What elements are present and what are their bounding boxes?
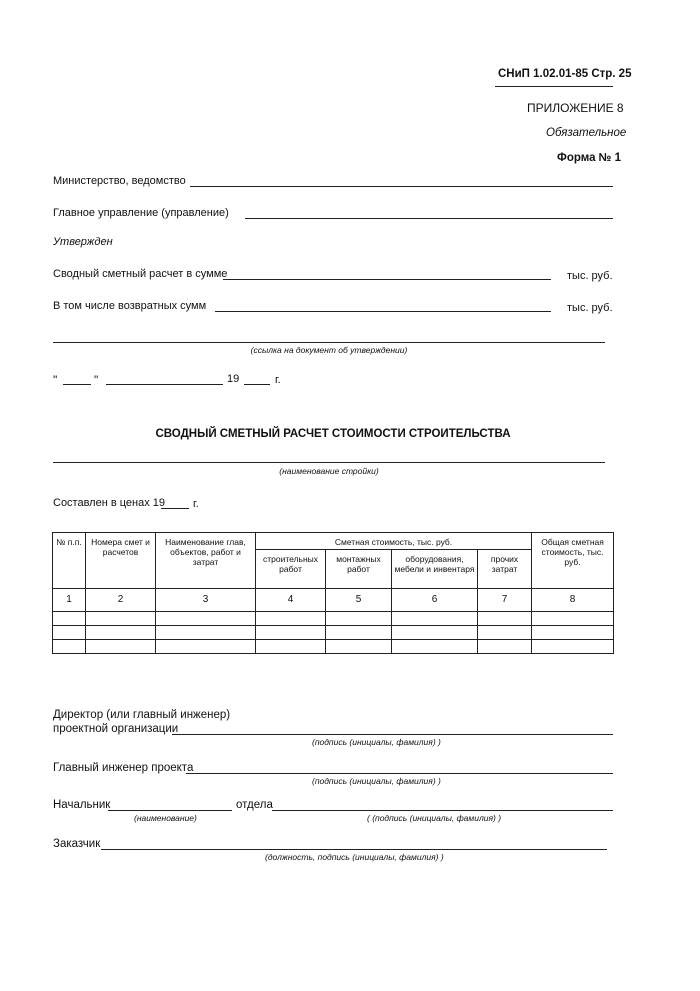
table-cell[interactable] <box>392 640 478 654</box>
table-cell[interactable] <box>86 612 156 626</box>
header-underline <box>495 86 613 87</box>
director-sign-caption: (подпись (инициалы, фамилия) ) <box>312 737 441 747</box>
table-cell[interactable] <box>532 612 614 626</box>
construction-name-field[interactable] <box>53 462 605 463</box>
table-cell[interactable] <box>478 640 532 654</box>
appendix-label: ПРИЛОЖЕНИЕ 8 <box>527 101 624 115</box>
director-label-line2: проектной организации <box>53 723 179 735</box>
chief-engineer-sign-caption: (подпись (инициалы, фамилия) ) <box>312 776 441 786</box>
head-sign-caption: ( (подпись (инициалы, фамилия) ) <box>367 813 502 823</box>
prices-year-field[interactable] <box>161 508 189 509</box>
mandatory-label: Обязательное <box>546 127 627 139</box>
table-cell[interactable] <box>478 612 532 626</box>
table-cell[interactable] <box>53 612 86 626</box>
main-dept-label: Главное управление (управление) <box>53 207 229 219</box>
table-cell[interactable] <box>53 640 86 654</box>
main-dept-field[interactable] <box>245 218 613 219</box>
col-number: 7 <box>478 589 532 612</box>
table-cell[interactable] <box>392 612 478 626</box>
date-day-field[interactable] <box>63 384 91 385</box>
header-col-names: Наименование глав, объектов, работ и затрат <box>156 533 256 589</box>
table-cell[interactable] <box>392 626 478 640</box>
prices-suffix: г. <box>193 498 199 510</box>
page-title: СВОДНЫЙ СМЕТНЫЙ РАСЧЕТ СТОИМОСТИ СТРОИТЕЛЬСТВА <box>155 428 511 440</box>
customer-sign-field[interactable] <box>101 849 607 850</box>
head-sign-field[interactable] <box>272 810 613 811</box>
estimate-table <box>52 532 614 654</box>
table-cell[interactable] <box>532 626 614 640</box>
table-cell[interactable] <box>532 640 614 654</box>
ministry-field[interactable] <box>190 186 613 187</box>
date-quote-open: " <box>53 373 58 387</box>
prices-label: Составлен в ценах 19 <box>53 497 166 509</box>
form-number: Форма № 1 <box>557 152 622 164</box>
date-quote-close: " <box>94 373 99 387</box>
construction-caption: (наименование стройки) <box>279 466 379 476</box>
table-cell[interactable] <box>326 612 392 626</box>
summary-sum-field[interactable] <box>223 279 551 280</box>
returnable-label: В том числе возвратных сумм <box>53 300 207 312</box>
approved-label: Утвержден <box>53 236 113 248</box>
customer-label: Заказчик <box>53 838 101 850</box>
ministry-label: Министерство, ведомство <box>53 175 186 187</box>
table-cell[interactable] <box>86 626 156 640</box>
date-year-field[interactable] <box>244 384 270 385</box>
director-label-line1: Директор (или главный инженер) <box>53 709 231 721</box>
summary-sum-label: Сводный сметный расчет в сумме <box>53 268 228 280</box>
header-col-estimates: Номера смет и расчетов <box>86 533 156 589</box>
date-suffix: г. <box>275 374 281 386</box>
header-col-total: Общая сметная стоимость, тыс. руб. <box>532 533 614 589</box>
header-col-construction: строительных работ <box>256 550 326 589</box>
col-number: 6 <box>392 589 478 612</box>
customer-sign-caption: (должность, подпись (инициалы, фамилия) ) <box>265 852 444 862</box>
department-name-field[interactable] <box>108 810 232 811</box>
col-number: 2 <box>86 589 156 612</box>
col-number: 3 <box>156 589 256 612</box>
table-cell[interactable] <box>156 612 256 626</box>
table-cell[interactable] <box>53 626 86 640</box>
table-row <box>53 626 614 640</box>
header-col-equipment: оборудования, мебели и инвентаря <box>392 550 478 589</box>
header-col-other: прочих затрат <box>478 550 532 589</box>
table-cell[interactable] <box>256 626 326 640</box>
table-row <box>53 612 614 626</box>
dept-label: отдела <box>236 799 273 811</box>
table-cell[interactable] <box>156 626 256 640</box>
date-month-field[interactable] <box>106 384 223 385</box>
returnable-unit: тыс. руб. <box>567 302 613 314</box>
department-name-caption: (наименование) <box>134 813 197 823</box>
header-col-no: № п.п. <box>53 533 86 589</box>
col-number: 4 <box>256 589 326 612</box>
col-number: 8 <box>532 589 614 612</box>
head-label: Начальник <box>53 799 111 811</box>
returnable-field[interactable] <box>215 311 551 312</box>
chief-engineer-sign-field[interactable] <box>186 773 613 774</box>
table-cell[interactable] <box>478 626 532 640</box>
table-cell[interactable] <box>326 626 392 640</box>
approval-ref-field[interactable] <box>53 342 605 343</box>
chief-engineer-label: Главный инженер проекта <box>53 762 194 774</box>
col-number: 1 <box>53 589 86 612</box>
summary-sum-unit: тыс. руб. <box>567 270 613 282</box>
table-cell[interactable] <box>256 640 326 654</box>
document-reference: СНиП 1.02.01-85 Стр. 25 <box>498 68 632 80</box>
col-number: 5 <box>326 589 392 612</box>
date-year-prefix: 19 <box>227 373 240 385</box>
director-sign-field[interactable] <box>172 734 613 735</box>
table-row <box>53 640 614 654</box>
table-cell[interactable] <box>326 640 392 654</box>
header-col-cost-group: Сметная стоимость, тыс. руб. <box>256 533 532 550</box>
table-cell[interactable] <box>256 612 326 626</box>
approval-ref-caption: (ссылка на документ об утверждении) <box>250 345 408 355</box>
table-cell[interactable] <box>156 640 256 654</box>
header-col-installation: монтажных работ <box>326 550 392 589</box>
table-cell[interactable] <box>86 640 156 654</box>
